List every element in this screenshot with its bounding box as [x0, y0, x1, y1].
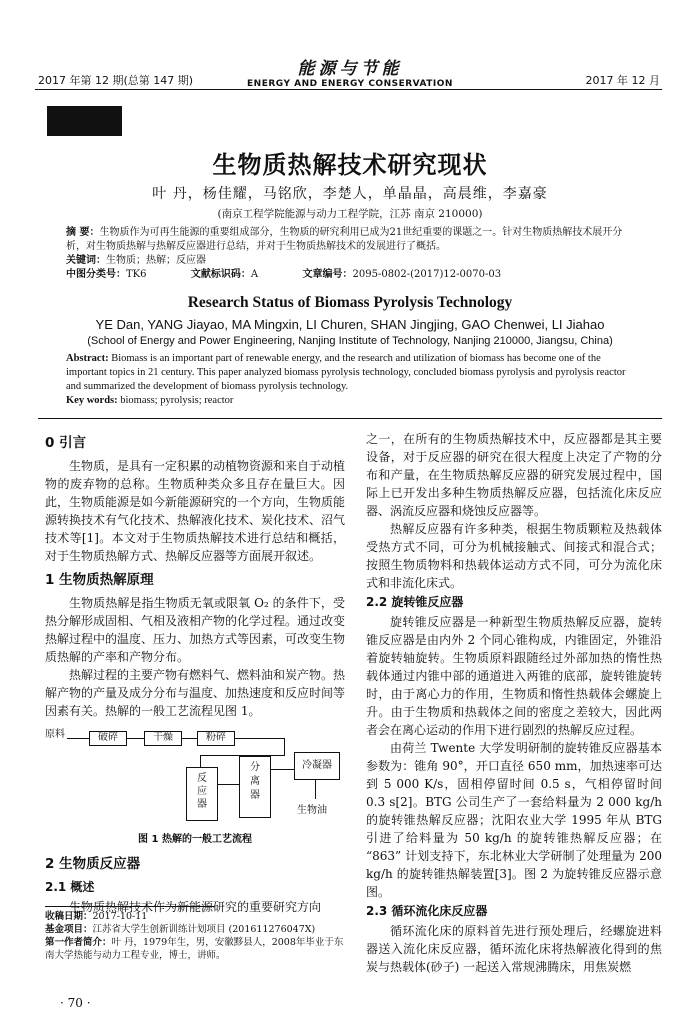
classification-row [66, 268, 641, 282]
figure-1-caption: 图 1 热解的一般工艺流程 [138, 834, 252, 845]
header-rule [35, 89, 662, 90]
footnote-rule [45, 906, 215, 907]
fig-arrow [200, 755, 201, 767]
fund-text: 江苏省大学生创新训练计划项目 (201611276047X) [92, 924, 316, 935]
english-keywords-label: Key words: [66, 395, 118, 406]
article-no-value: 2095-0802-(2017)12-0070-03 [352, 269, 502, 280]
fig-arrow [67, 738, 89, 739]
fig-separator-box [239, 756, 271, 818]
section-2-heading: 2 生物质反应器 [45, 856, 141, 872]
right-paragraph-1: 之一，在所有的生物质热解技术中，反应器都是其主要设备，对于反应器的研究在很大程度上决定了产物的分布和产量，在生物质热解反应器的研究发展过程中，国际上已开发出多种生物质热解反应器，包括流化床反应器、涡流反应器和烧蚀反应器等。 [366, 432, 662, 518]
header-date: 2017 年 12 月 [585, 74, 660, 87]
english-title: Research Status of Biomass Pyrolysis Technology [187, 294, 513, 311]
received-label: 收稿日期： [45, 911, 93, 922]
fig-arrow [234, 738, 284, 739]
section-2-3-heading: 2.3 循环流化床反应器 [366, 904, 488, 918]
fig-arrow [181, 738, 197, 739]
journal-title-cn: 能源与节能 [297, 59, 403, 79]
author-list: 叶 丹，杨佳耀，马铭欣，李楚人，单晶晶，高晨维，李嘉豪 [152, 186, 548, 202]
section-2-1-heading: 2.1 概述 [45, 880, 95, 894]
english-abstract [66, 352, 638, 408]
redacted-block [47, 106, 122, 136]
english-keywords-text: biomass; pyrolysis; reactor [120, 395, 234, 406]
paper-title: 生物质热解技术研究现状 [212, 151, 488, 179]
fig-grind-box: 粉碎 [197, 731, 235, 746]
section-1-paragraph-2: 热解过程的主要产物有燃料气、燃料油和炭产物。热解产物的产量及成分分布与温度、加热速度和反应时间等因素有关。热解的一般工艺流程见图 1。 [45, 668, 346, 718]
header-issue: 2017 年第 12 期(总第 147 期) [38, 74, 194, 87]
page-number: · 70 · [60, 996, 91, 1010]
fig-separator-label: 分离器 [250, 762, 260, 801]
english-abstract-label: Abstract: [66, 353, 109, 364]
doc-code-label: 文献标识码： [190, 269, 251, 280]
right-paragraph-2: 热解反应器有许多种类，根据生物质颗粒及热载体受热方式不同，可分为机械接触式、间接式和混合式；按照生物质物料和热载体运动方式不同，可分为流化床式和非流化床式。 [366, 522, 662, 590]
right-paragraph-5: 循环流化床的原料首先进行预处理后，经螺旋进料器送入流化床反应器，循环流化床将热解液化得到的焦炭与热载体(砂子) 一起送入常规沸腾床，用焦炭燃 [366, 924, 662, 974]
clc-label: 中图分类号： [66, 269, 126, 280]
fig-dry-box: 干燥 [144, 731, 182, 746]
fig-crush-box: 破碎 [89, 731, 127, 746]
abstract-cn [66, 226, 641, 282]
fig-bio-oil-label: 生物油 [297, 805, 327, 816]
section-1-paragraph-1: 生物质热解是指生物质无氧或限氧 O₂ 的条件下，受热分解形成固相、气相及液相产物的化学过程。通过改变热解过程中的温度、压力、加热方式等因素，可改变生物质热解的产率和产物分布。 [45, 596, 346, 664]
section-2-1-paragraph: 生物质热解技术作为新能源研究的重要研究方向 [69, 900, 322, 914]
abstract-label: 摘 要： [66, 227, 100, 238]
fig-arrow [270, 769, 294, 770]
section-1-heading: 1 生物质热解原理 [45, 572, 154, 588]
article-no-label: 文章编号： [302, 269, 353, 280]
fig-arrow [126, 738, 144, 739]
figure-1-flowchart [45, 724, 345, 829]
fig-condenser-box: 冷凝器 [294, 752, 340, 780]
section-2-2-heading: 2.2 旋转锥反应器 [366, 595, 464, 609]
fig-arrow [217, 784, 239, 785]
author-bio-label: 第一作者简介： [45, 937, 112, 948]
right-paragraph-4: 由荷兰 Twente 大学发明研制的旋转锥反应器基本参数为：锥角 90°，开口直径 650 mm，加热速率可达到 5 000 K/s，固相停留时间 0.5 s，气相停留时间 0.3 s[2]。BTG 公司生产了一套给料量为 2 000 kg/h 的旋转锥热解反应器；沈阳农业大学 1995 年从 BTG 引进了给料量为 50 kg/h 的旋转锥热解反应器；在 “863” 计划支持下，东北林业大学研制了处理量为 200 kg/h 的旋转锥热解装置[3]。图 2 为旋转锥反应器示意图。 [366, 741, 662, 899]
keywords-text: 生物质；热解；反应器 [106, 255, 206, 266]
body-rule [38, 418, 662, 419]
fund-label: 基金项目： [45, 924, 93, 935]
fig-arrow [315, 779, 316, 799]
author-bio-text: 叶 丹，1979年生，男，安徽黟县人，2008年毕业于东南大学热能与动力工程专业，博士，讲师。 [45, 937, 344, 961]
english-affiliation: (School of Energy and Power Engineering, Nanjing Institute of Technology, Nanjing 210000, Jiangsu, China) [87, 335, 613, 347]
fig-reactor-label: 反应器 [197, 773, 207, 810]
section-0-paragraph: 生物质，是具有一定积累的动植物资源和来自于动植物的废弃物的总称。生物质种类众多且存在量巨大。因此，生物质能源是如今新能源研究的一个方向，生物质能源转换技术有气化技术、热解液化技术、炭化技术、沼气技术等[1]。本文对于生物质热解技术进行总结和概括，对于生物质热解方式、热解反应器等方面展开叙述。 [45, 459, 346, 563]
fig-reactor-box [186, 767, 218, 821]
english-authors: YE Dan, YANG Jiayao, MA Mingxin, LI Churen, SHAN Jingjing, GAO Chenwei, LI Jiahao [95, 317, 605, 332]
keywords-label: 关键词： [66, 255, 106, 266]
affiliation: (南京工程学院能源与动力工程学院，江苏 南京 210000) [217, 208, 483, 220]
fig-raw-label: 原料 [45, 729, 65, 740]
fig-arrow [284, 738, 285, 756]
journal-title-en: ENERGY AND ENERGY CONSERVATION [247, 79, 453, 89]
left-column [45, 428, 345, 916]
section-0-heading: 0 引言 [45, 435, 87, 451]
footnote [45, 910, 345, 962]
right-column [366, 430, 662, 976]
received-date: 2017-10-11 [92, 911, 148, 922]
right-paragraph-3: 旋转锥反应器是一种新型生物质热解反应器，旋转锥反应器是由内外 2 个同心锥构成，内锥固定，外锥沿着旋转轴旋转。生物质原料跟随经过外部加热的惰性热载体通过内锥中部的通道进入两锥的底部，旋转锥旋转时，由于离心力的作用，生物质和惰性热载体会螺旋上升。由于生物质和热载体之间的密度之差较大，因此两者会在离心运动的作用下进行剧烈的热解反应过程。 [366, 615, 662, 737]
clc-value: TK6 [126, 269, 147, 280]
english-abstract-text: Biomass is an important part of renewable energy, and the research and utilization of biomass has become one of the important topics in 21 century. This paper analyzed biomass pyrolysis technology, concluded biomass pyrolysis and pyrolysis reactor and summarized the development of biomass pyrolysis technology. [66, 353, 626, 392]
abstract-text: 生物质作为可再生能源的重要组成部分，生物质的研究利用已成为21世纪重要的课题之一。针对生物质热解技术展开分析，对生物质热解与热解反应器进行总结，并对于生物质热解技术的发展进行了概括。 [66, 227, 623, 252]
doc-code-value: A [250, 269, 259, 280]
